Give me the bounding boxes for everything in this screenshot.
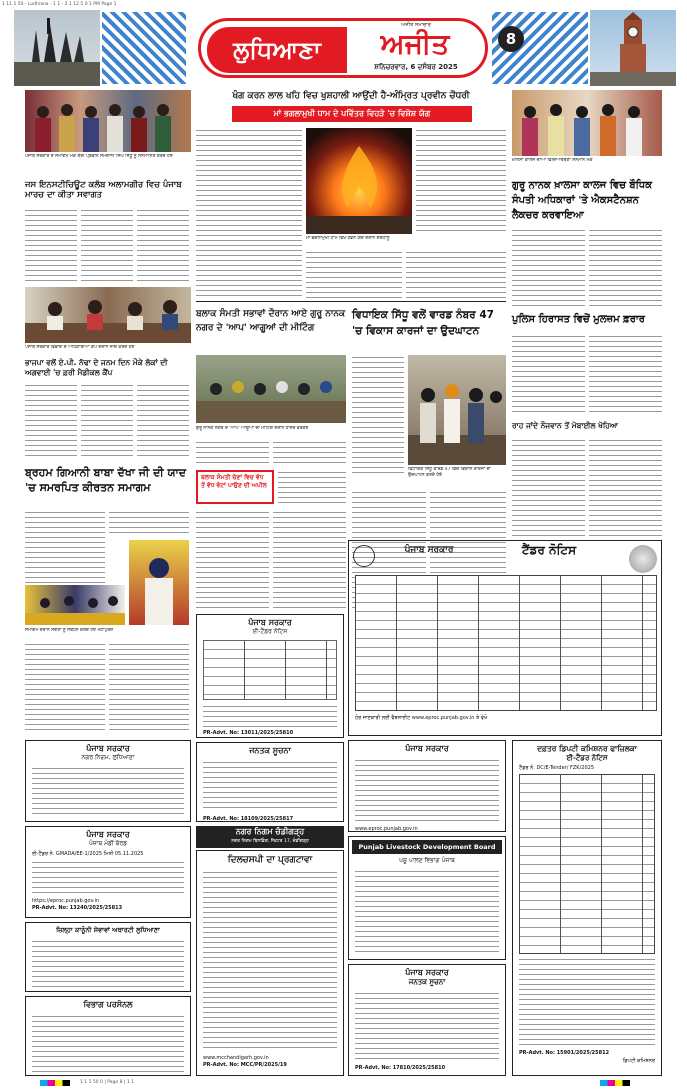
- ad-dark-sub: ਨਗਰ ਨਿਗਮ ਬਿਲਡਿੰਗ, ਸੈਕਟਰ 17, ਚੰਡੀਗੜ੍ਹ: [231, 839, 309, 844]
- tender-footer: ਹੋਰ ਜਾਣਕਾਰੀ ਲਈ ਵੈਬਸਾਈਟ www.eproc.punjab.gov.in ਤੇ ਵੇਖੋ: [355, 715, 488, 721]
- ad-left-3-title: ਜ਼ਿਲ੍ਹਾ ਕਾਨੂੰਨੀ ਸੇਵਾਵਾਂ ਅਥਾਰਟੀ ਲੁਧਿਆਣਾ: [56, 926, 160, 934]
- ad-right: [512, 740, 662, 1076]
- ad-left-3-body: [32, 939, 184, 987]
- left-headline-1: ਜਸ ਇਨਸਟੀਚਿਊਟ ਕਲੱਬ ਅਲਾਮਗੀਰ ਵਿਚ ਪੰਜਾਬ ਮਾਰਚ ਦਾ ਕੀਤਾ ਸਵਾਗਤ: [25, 180, 182, 200]
- masthead-title-block: [198, 18, 488, 78]
- left-photo-2: [25, 287, 191, 343]
- statue-icon: [14, 10, 100, 86]
- ad-bottom-mid-prno: PR-Advt. No: 17810/2025/25810: [355, 1065, 446, 1071]
- seal-icon: [629, 545, 657, 573]
- center-story-2-col3: [278, 470, 346, 504]
- ad-center-left: [196, 614, 344, 738]
- right-story-1-col1: [512, 228, 585, 308]
- left-story-2-col3: [137, 383, 189, 459]
- ad-livestock-body: [355, 869, 499, 953]
- center-caption-3: ਵਿਧਾਇਕ ਸਿੱਧੂ ਵਾਰਡ 47 ਵਿਚ ਵਿਕਾਸ ਕਾਰਜਾਂ ਦਾ ਉਦਘਾਟਨ ਕਰਦੇ ਹੋਏ: [408, 467, 491, 478]
- ad-middle-top-body: [355, 758, 499, 822]
- left-story-3-col2-top: [109, 510, 189, 534]
- ad-right-ref: ਟੈਂਡਰ ਨੰ. DC/E-Tender/ FZK/2025: [519, 765, 594, 771]
- center-caption-2: ਗੁਰੂ ਨਾਨਕ ਨਗਰ ਦੇ 'ਆਪ' ਆਗੂਆਂ ਦੀ ਮੀਟਿੰਗ ਦੌਰਾਨ ਹਾਜ਼ਰ ਵਰਕਰ: [196, 426, 309, 431]
- left-photo-4: [129, 540, 189, 625]
- ad-center-left-sub: ਈ-ਟੈਂਡਰ ਨੋਟਿਸ: [252, 628, 288, 635]
- left-story-2-col1: [25, 383, 77, 459]
- center-top-headline: ਖੰਗ ਕਰਨ ਲਾਲ ਖਹਿ ਵਿਚ ਖੁਸ਼ਹਾਲੀ ਆਉਂਦੀ ਹੈ-ਅੰਮ੍ਰਿਤ ਪ੍ਰਵੀਨ ਚੌਧਰੀ: [232, 91, 470, 101]
- pull-quote-box: [196, 470, 274, 504]
- ad-dark-header: [196, 826, 344, 848]
- ad-right-table: [519, 774, 655, 954]
- left-photo-1: [25, 90, 191, 152]
- tender-notice-ad: [348, 540, 662, 736]
- masthead-statue-photo: [14, 10, 100, 86]
- ad-middle-top-site[interactable]: www.eproc.punjab.gov.in: [355, 826, 418, 832]
- left-story-3-col1: [25, 510, 105, 590]
- right-story-1-col2: [589, 228, 662, 308]
- center-inauguration-photo: [408, 355, 506, 465]
- right-story-2-col2: [589, 334, 662, 416]
- masthead-pattern-left: [102, 12, 186, 84]
- center-story-2-col2: [273, 440, 346, 464]
- ad-livestock-sub: ਪਸ਼ੂ ਪਾਲਣ ਵਿਭਾਗ ਪੰਜਾਬ: [399, 857, 455, 864]
- ad-livestock-title: Punjab Livestock Development Board: [352, 840, 502, 854]
- ad-middle-top: [348, 740, 506, 832]
- ad-center-left-prno: PR-Advt. No: 13011/2025/25810: [203, 730, 294, 736]
- ad-bottom-mid-sub: ਜਨਤਕ ਸੂਚਨਾ: [408, 978, 446, 986]
- center-story-1-col5: [406, 250, 506, 298]
- left-story-1-col3: [137, 208, 189, 284]
- ad-left-1-body: [32, 766, 184, 818]
- ad-middle-top-title: ਪੰਜਾਬ ਸਰਕਾਰ: [405, 744, 449, 753]
- punjab-emblem-icon: [353, 545, 375, 567]
- ad-left-2-site[interactable]: https://eproc.punjab.gov.in: [32, 898, 100, 904]
- left-story-3-col4: [109, 642, 189, 732]
- ad-left-3: [25, 922, 191, 992]
- center-headline-3: ਵਿਧਾਇਕ ਸਿੱਧੂ ਵਲੋਂ ਵਾਰਡ ਨੰਬਰ 47 'ਚ ਵਿਕਾਸ ਕਾਰਜਾਂ ਦਾ ਉਦਘਾਟਨ: [352, 309, 494, 337]
- center-divider-1: [196, 301, 506, 302]
- center-story-1-col4: [306, 250, 402, 298]
- ad-notice-body: [203, 870, 337, 1050]
- ad-center-2-prno: PR-Advt. No: 18109/2025/25817: [203, 816, 294, 822]
- ad-left-4-body: [32, 1014, 184, 1072]
- masthead: [14, 10, 676, 86]
- right-caption-1: ਖ਼ਾਲਸਾ ਕਾਲਜ ਦੀਆਂ ਵਿਦਿਆਰਥਣਾਂ ਸਨਮਾਨ ਮੌਕੇ: [512, 158, 593, 163]
- ad-center-left-body: [203, 704, 337, 728]
- ad-center-left-table: [203, 640, 337, 700]
- center-story-3-col1: [352, 355, 404, 475]
- havan-fire-icon: [306, 128, 412, 234]
- ad-left-4-title: ਵਿਭਾਗ ਪਰਸੋਨਲ: [83, 1000, 133, 1009]
- right-story-3-col2: [589, 438, 662, 536]
- masthead-title-right: ਅਜੀਤ: [380, 27, 450, 60]
- ad-right-signer: ਡਿਪਟੀ ਕਮਿਸ਼ਨਰ: [622, 1058, 655, 1064]
- ad-left-2-body: [32, 860, 184, 896]
- tender-table: [355, 575, 657, 711]
- group-people-icon: [25, 90, 191, 152]
- ad-right-title: ਦਫ਼ਤਰ ਡਿਪਟੀ ਕਮਿਸ਼ਨਰ ਫਾਜ਼ਿਲਕਾ: [537, 744, 637, 753]
- left-caption-2: ਪੰਜਾਬ ਸਰਕਾਰ ਵਿਭਾਗ ਦੇ ਅਧਿਕਾਰੀਆਂ ਕੈਂਪ ਦੌਰਾਨ ਜਾਂਚ ਕਰਦੇ ਹੋਏ: [25, 345, 135, 350]
- page-number-badge: 8: [498, 26, 524, 52]
- right-story-2-col1: [512, 334, 585, 416]
- right-headline-3: ਰਾਹ ਜਾਂਦੇ ਨੌਜਵਾਨ ਤੋਂ ਮੋਬਾਈਲ ਖੋਹਿਆ: [512, 421, 619, 430]
- center-fire-photo: [306, 128, 412, 234]
- right-headline-2: ਪੁਲਿਸ ਹਿਰਾਸਤ ਵਿਚੋਂ ਮੁਲਜ਼ਮ ਫ਼ਰਾਰ: [512, 314, 645, 325]
- ad-notice-prno: PR-Advt. No: MCC/PR/2025/19: [203, 1062, 287, 1068]
- office-meeting-icon: [25, 287, 191, 343]
- sikh-speaker-icon: [129, 540, 189, 625]
- ad-bottom-mid: [348, 964, 506, 1076]
- ad-dark-title: ਨਗਰ ਨਿਗਮ ਚੰਡੀਗੜ੍ਹ: [235, 827, 305, 836]
- color-registration-bar: [40, 1080, 70, 1086]
- left-headline-3: ਬ੍ਰਹਮ ਗਿਆਨੀ ਬਾਬਾ ਦੱਖਾ ਜੀ ਦੀ ਯਾਦ 'ਚ ਸਮਰਪਿਤ ਕੀਰਤਨ ਸਮਾਗਮ: [25, 466, 187, 494]
- tender-header: ਪੰਜਾਬ ਸਰਕਾਰ: [404, 545, 454, 555]
- ad-notice-site[interactable]: www.mcchandigarh.gov.in: [203, 1055, 269, 1061]
- ad-notice-title: ਦਿਲਚਸਪੀ ਦਾ ਪ੍ਰਗਟਾਵਾ: [227, 855, 313, 865]
- ad-right-prno: PR-Advt. No: 15901/2025/25812: [519, 1050, 610, 1056]
- pull-quote-text: ਬਲਾਕ ਸੰਮਤੀ ਚੋਣਾਂ ਵਿਚ ਵੱਧ ਤੋਂ ਵੱਧ ਵੋਟਾਂ ਪਾਉਣ ਦੀ ਅਪੀਲ: [201, 474, 267, 489]
- center-story-2-col4: [196, 510, 269, 610]
- kirtan-stage-icon: [25, 585, 125, 625]
- ad-left-2: [25, 826, 191, 918]
- masthead-date: ਸ਼ਨਿਚਰਵਾਰ, 6 ਦਸੰਬਰ 2025: [374, 63, 458, 71]
- college-group-icon: [512, 90, 662, 156]
- center-story-1-col3: [416, 128, 506, 234]
- ad-left-2-prno: PR-Advt. No: 13240/2025/25813: [32, 905, 123, 911]
- masthead-clocktower-photo: [590, 10, 676, 86]
- ad-right-body: [519, 957, 655, 1047]
- left-photo-3: [25, 585, 125, 625]
- center-top-subhead: ਮਾਂ ਭਗਲਾਮੁਖੀ ਧਾਮ ਦੇ ਪਵਿੱਤਰ ਵਿਹੜੇ 'ਚ ਵਿਸ਼ੇਸ਼ ਯੱਗ: [232, 106, 472, 122]
- ad-center-left-title: ਪੰਜਾਬ ਸਰਕਾਰ: [248, 618, 292, 627]
- ad-left-1-title: ਪੰਜਾਬ ਸਰਕਾਰ: [86, 744, 130, 753]
- left-story-3-col3: [25, 642, 105, 732]
- ad-left-2-sub: ਪੰਜਾਬ ਮੰਡੀ ਬੋਰਡ: [88, 840, 128, 847]
- ad-bottom-mid-title: ਪੰਜਾਬ ਸਰਕਾਰ: [405, 968, 449, 977]
- outdoor-meeting-icon: [196, 355, 346, 423]
- center-caption-fire: ਮਾਂ ਭਗਲਾਮੁਖੀ ਧਾਮ ਵਿਖੇ ਹਵਨ ਯੱਗ ਦੌਰਾਨ ਸ਼ਰਧਾਲੂ: [306, 236, 390, 241]
- left-story-1-col1: [25, 208, 77, 284]
- center-story-1-col1: [196, 128, 302, 298]
- ad-center-2-title: ਜਨਤਕ ਸੂਚਨਾ: [249, 746, 291, 755]
- right-story-3-col1: [512, 438, 585, 536]
- inauguration-people-icon: [408, 355, 506, 465]
- center-headline-2: ਬਲਾਕ ਸੰਮਤੀ ਸਭਾਵਾਂ ਦੌਰਾਨ ਆਏ ਗੁਰੂ ਨਾਨਕ ਨਗਰ ਦੇ 'ਆਪ' ਆਗੂਆਂ ਦੀ ਮੀਟਿੰਗ: [196, 309, 346, 333]
- right-photo-1: [512, 90, 662, 156]
- ad-notice: [196, 850, 344, 1076]
- ad-left-1-sub: ਨਗਰ ਨਿਗਮ, ਲੁਧਿਆਣਾ: [81, 754, 135, 761]
- ad-livestock: [348, 836, 506, 960]
- printer-meta-strip: 1 11 1 50 - Ludhiana - 1 1 - 2 1 12 5 0 1 PM Page 1: [2, 2, 117, 7]
- ad-left-2-title: ਪੰਜਾਬ ਸਰਕਾਰ: [86, 830, 130, 839]
- right-headline-1: ਗੁਰੂ ਨਾਨਕ ਖ਼ਾਲਸਾ ਕਾਲਜ ਵਿਚ ਬੌਧਿਕ ਸੰਪਤੀ ਅਧਿਕਾਰਾਂ 'ਤੇ ਐਕਸਟੈਨਸ਼ਨ ਲੈਕਚਰ ਕਰਵਾਇਆ: [512, 180, 653, 221]
- center-story-2-col5: [273, 510, 346, 610]
- color-registration-bar-right: [600, 1080, 630, 1086]
- ad-bottom-mid-body: [355, 991, 499, 1061]
- center-story-2-col1: [196, 440, 269, 464]
- ad-center-2: [196, 742, 344, 822]
- ad-center-2-body: [203, 760, 337, 812]
- masthead-small-top: ਅਜੀਤ ਸਮਾਚਾਰ: [401, 22, 431, 28]
- ad-left-1: [25, 740, 191, 822]
- left-story-2-col2: [81, 383, 133, 459]
- ad-left-2-ref: ਈ-ਟੈਂਡਰ ਨੰ. GMADA/EE-1/2025 ਮਿਤੀ 05.11.2025: [32, 851, 144, 857]
- masthead-title-left: ਲੁਧਿਆਣਾ: [207, 27, 347, 73]
- clock-tower-icon: [590, 10, 676, 86]
- center-meeting-photo: [196, 355, 346, 423]
- left-story-1-col2: [81, 208, 133, 284]
- left-caption-3: ਸਮਾਗਮ ਦੌਰਾਨ ਸੰਗਤਾਂ ਨੂੰ ਸੰਬੋਧਨ ਕਰਦੇ ਹੋਏ ਮਹਾਂਪੁਰਸ਼: [25, 628, 114, 633]
- ad-left-4: [25, 996, 191, 1076]
- left-headline-2: ਭਾਜਪਾ ਵਲੋਂ ਏ.ਪੀ. ਨੱਢਾ ਦੇ ਜਨਮ ਦਿਨ ਮੌਕੇ ਲੋਕਾਂ ਦੀ ਅਗਵਾਈ 'ਚ ਫ਼ਰੀ ਮੈਡੀਕਲ ਕੈਂਪ: [25, 358, 168, 377]
- left-caption-1: ਪੰਜਾਬ ਸਰਕਾਰ ਦੇ ਸਮਾਗਮ ਮੌਕੇ ਸ਼੍ਰੀ ਪ੍ਰਵੀਨ ਸਮਦਾਨੀ ਸਿੰਘ ਸਿੱਧੂ ਨੂੰ ਸਨਮਾਨਿਤ ਕਰਦੇ ਹੋਏ: [25, 154, 173, 159]
- ad-right-sub: ਈ-ਟੈਂਡਰ ਨੋਟਿਸ: [566, 754, 608, 762]
- tender-title: ਟੈਂਡਰ ਨੋਟਿਸ: [521, 543, 577, 557]
- footer-strip: 1 1 1 50 0 | Page 8 | 1 1: [80, 1080, 134, 1085]
